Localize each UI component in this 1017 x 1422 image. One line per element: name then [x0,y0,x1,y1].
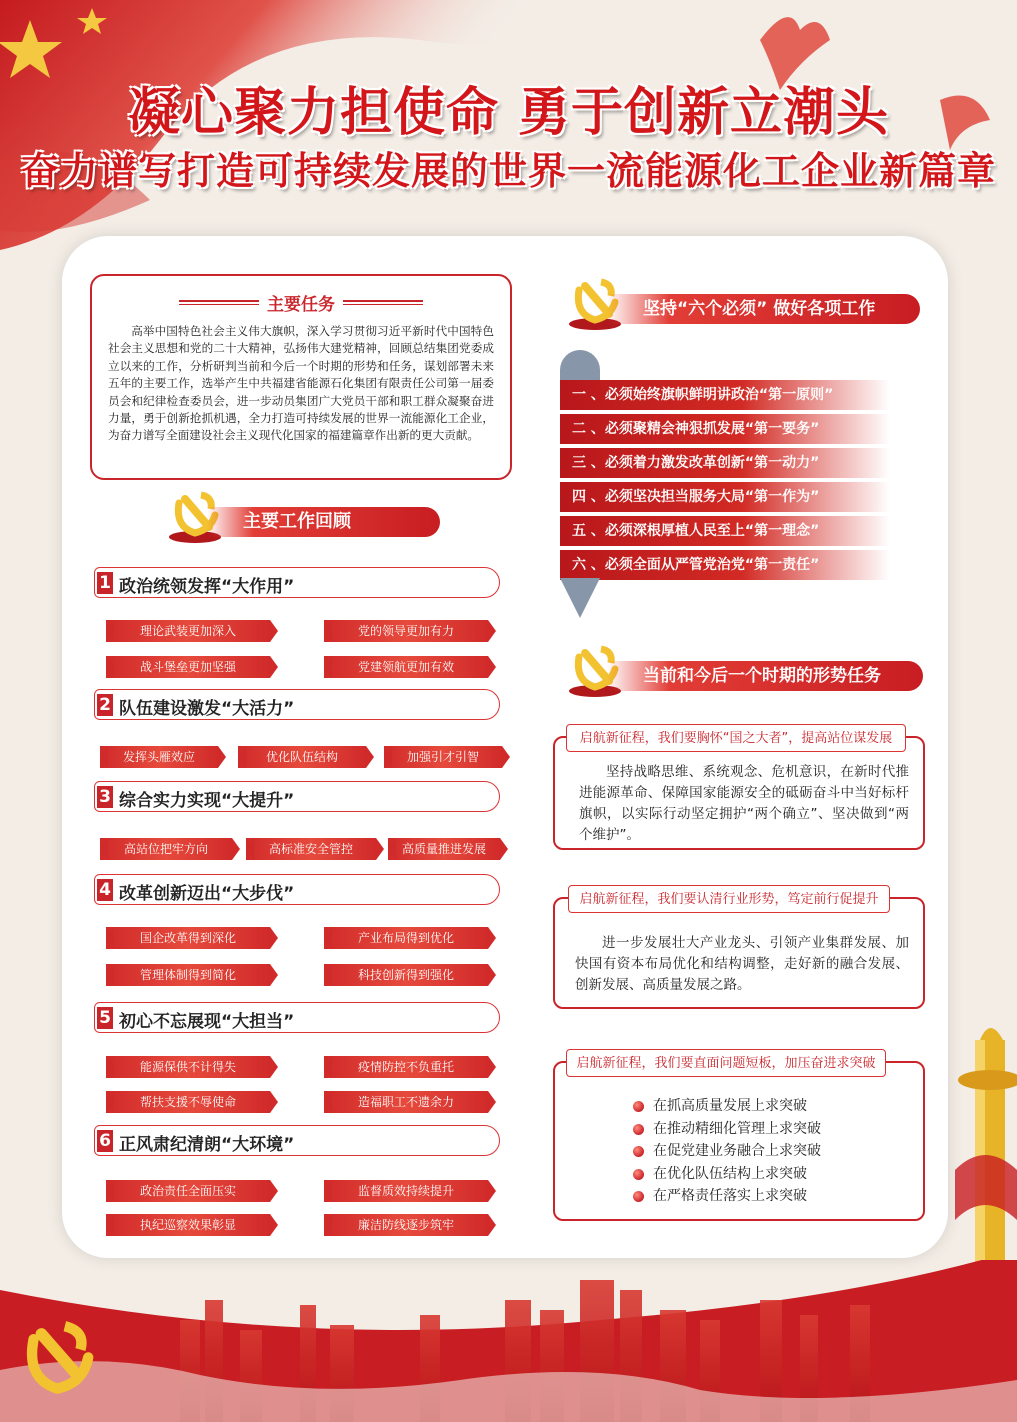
review-section-header [165,503,440,541]
review-heading: 主要工作回顾 [207,507,440,537]
review-tag: 国企改革得到深化 [106,927,270,949]
review-tag: 监督质效持续提升 [324,1180,488,1202]
review-tag: 政治责任全面压实 [106,1180,270,1202]
must-item: 六 、必须全面从严管党治党“第一责任” [560,550,890,580]
review-tag: 帮扶支援不辱使命 [106,1091,270,1113]
box2-title: 启航新征程，我们要认清行业形势，笃定前行促提升 [568,885,890,913]
review-tag: 高质量推进发展 [388,838,500,860]
must-item: 五 、必须深根厚植人民至上“第一理念” [560,516,890,546]
musts-list [560,350,890,610]
box1-body: 坚持战略思维、系统观念、危机意识，在新时代推进能源革命、保障国家能源安全的砥砺奋斗中当好标杆旗帜，以实际行动坚定拥护“两个确立”、坚决做到“两个维护”。 [579,764,909,843]
review-item-title: 队伍建设激发“大活力” [119,699,295,719]
review-tag: 发挥头雁效应 [100,746,218,768]
must-item: 一 、必须始终旗帜鲜明讲政治“第一原则” [560,380,890,410]
pen-cap [560,350,600,380]
review-tag: 能源保供不计得失 [106,1056,270,1078]
party-emblem-icon [18,1320,96,1400]
review-tag: 高站位把牢方向 [100,838,232,860]
review-item-number: 2 [97,694,113,716]
situation-section-header [565,657,923,695]
review-tag: 理论武装更加深入 [106,620,270,642]
review-item-title: 改革创新迈出“大步伐” [119,884,295,904]
review-item-title: 初心不忘展现“大担当” [119,1012,295,1032]
city-skyline [0,1260,1017,1422]
divider [179,300,259,305]
review-tag: 党的领导更加有力 [324,620,488,642]
review-item-number: 1 [97,572,113,594]
breakthrough-list [633,1095,923,1208]
review-item-title: 综合实力实现“大提升” [119,791,295,811]
divider [343,300,423,305]
main-task-heading [108,290,494,315]
review-tag: 疫情防控不负重托 [324,1056,488,1078]
review-item-header [94,567,500,598]
huabiao-pillar-icon [935,1020,1017,1270]
review-tag: 科技创新得到强化 [324,964,488,986]
review-tag: 廉洁防线逐步筑牢 [324,1214,488,1236]
situation-box-1 [553,736,925,850]
review-item-number: 3 [97,786,113,808]
must-item: 二 、必须聚精会神狠抓发展“第一要务” [560,414,890,444]
review-item-header [94,1125,500,1156]
breakthrough-item: 在优化队伍结构上求突破 [633,1163,923,1186]
review-item-title: 政治统领发挥“大作用” [119,577,295,597]
breakthrough-item: 在严格责任落实上求突破 [633,1185,923,1208]
musts-section-header [565,290,920,328]
breakthrough-item: 在促党建业务融合上求突破 [633,1140,923,1163]
review-item-header [94,689,500,720]
review-item-header [94,781,500,812]
review-item-header [94,874,500,905]
pen-tip [560,578,600,618]
review-tag: 优化队伍结构 [238,746,366,768]
review-tag: 管理体制得到简化 [106,964,270,986]
review-item-number: 5 [97,1007,113,1029]
review-tag: 高标准安全管控 [246,838,376,860]
main-task-title: 主要任务 [267,295,335,315]
review-tag: 产业布局得到优化 [324,927,488,949]
box1-title: 启航新征程，我们要胸怀“国之大者”，提高站位谋发展 [566,724,906,752]
review-item-title: 正风肃纪清朗“大环境” [119,1135,295,1155]
page-subtitle: 奋力谱写打造可持续发展的世界一流能源化工企业新篇章 [20,149,996,193]
review-tag: 战斗堡垒更加坚强 [106,656,270,678]
must-item: 四 、必须坚决担当服务大局“第一作为” [560,482,890,512]
box3-title: 启航新征程，我们要直面问题短板，加压奋进求突破 [566,1049,886,1077]
breakthrough-item: 在推动精细化管理上求突破 [633,1118,923,1141]
review-tag: 执纪巡察效果彰显 [106,1214,270,1236]
page-title: 凝心聚力担使命 勇于创新立潮头 [127,83,890,143]
main-task-box [90,274,512,480]
review-item-header [94,1002,500,1033]
review-tag: 造福职工不遗余力 [324,1091,488,1113]
review-item-number: 6 [97,1130,113,1152]
box2-body: 进一步发展壮大产业龙头、引领产业集群发展、加快国有资本布局优化和结构调整，走好新的融合发展、创新发展、高质量发展之路。 [575,935,909,993]
main-task-body: 高举中国特色社会主义伟大旗帜，深入学习贯彻习近平新时代中国特色社会主义思想和党的二十大精神，弘扬伟大建党精神，回顾总结集团党委成立以来的工作，分析研判当前和今后一个时期的形势和任务，谋划部署未来五年的主要工作，选举产生中共福建省能源石化集团有限责任公司第一届委员会和纪律检查委员会，进一步动员集团广大党员干部和职工群众凝聚奋进力量，勇于创新抢抓机遇，全力打造可持续发展的世界一流能源化工企业，为奋力谱写全面建设社会主义现代化国家的福建篇章作出新的更大贡献。 [108,324,494,443]
review-item-number: 4 [97,879,113,901]
musts-heading: 坚持“六个必须” 做好各项工作 [607,294,920,324]
must-item: 三 、必须着力激发改革创新“第一动力” [560,448,890,478]
breakthrough-item: 在抓高质量发展上求突破 [633,1095,923,1118]
review-tag: 党建领航更加有效 [324,656,488,678]
review-tag: 加强引才引智 [384,746,502,768]
situation-box-3 [553,1061,925,1221]
situation-heading: 当前和今后一个时期的形势任务 [607,661,923,691]
